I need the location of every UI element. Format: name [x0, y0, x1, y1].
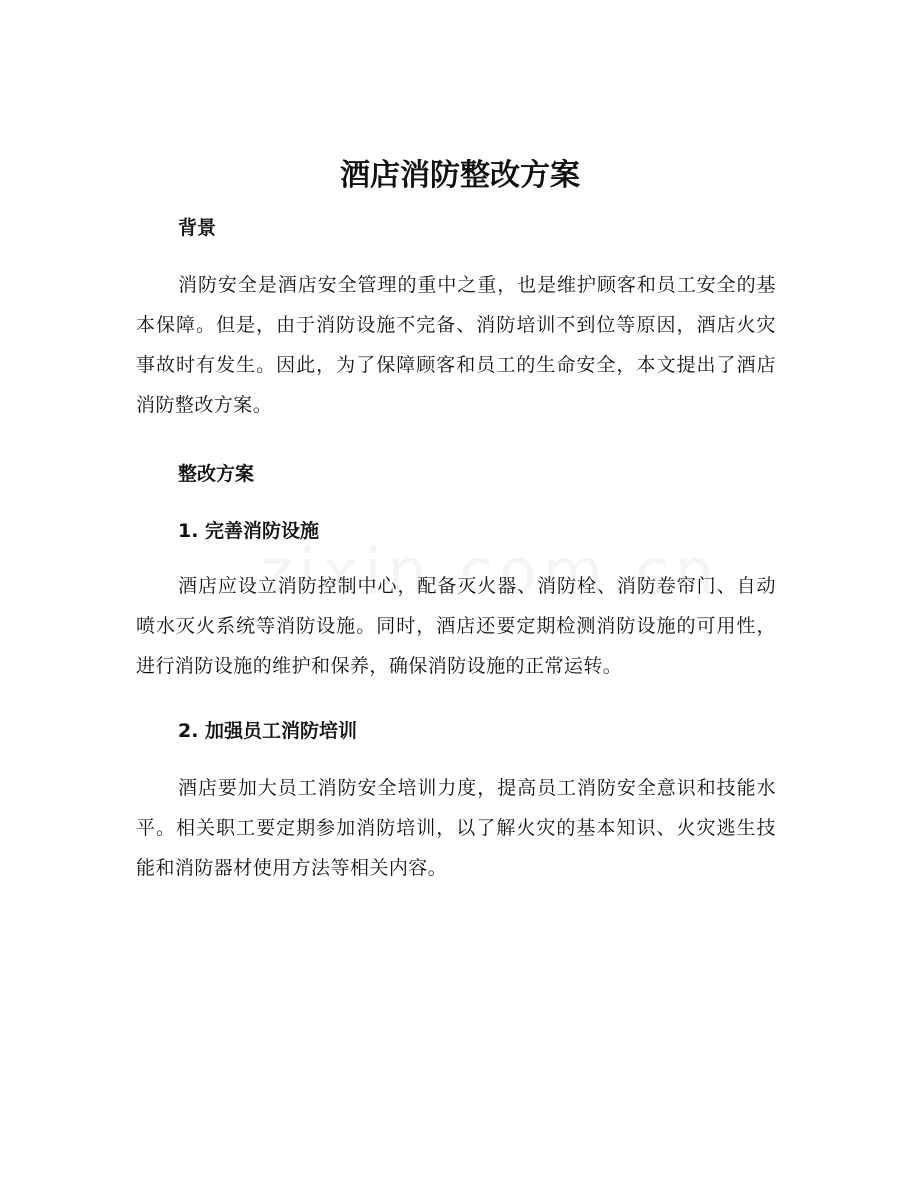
document-title: 酒店消防整改方案 [340, 158, 580, 193]
section-heading-background: 背景 [178, 217, 217, 239]
section-heading-item2: 2. 加强员工消防培训 [178, 720, 358, 742]
section-heading-item1: 1. 完善消防设施 [178, 520, 320, 542]
paragraph-background: 消防安全是酒店安全管理的重中之重，也是维护顾客和员工安全的基本保障。但是，由于消防设施不完备、消防培训不到位等原因，酒店火灾事故时有发生。因此，为了保障顾客和员工的生命安全，本文提出了酒店消防整改方案。 [136, 274, 776, 416]
paragraph-item1: 酒店应设立消防控制中心，配备灭火器、消防栓、消防卷帘门、自动喷水灭火系统等消防设施。同时，酒店还要定期检测消防设施的可用性，进行消防设施的维护和保养，确保消防设施的正常运转。 [136, 575, 776, 677]
paragraph-item2: 酒店要加大员工消防安全培训力度，提高员工消防安全意识和技能水平。相关职工要定期参加消防培训，以了解火灾的基本知识、火灾逃生技能和消防器材使用方法等相关内容。 [136, 777, 776, 879]
section-heading-plan: 整改方案 [178, 463, 255, 485]
